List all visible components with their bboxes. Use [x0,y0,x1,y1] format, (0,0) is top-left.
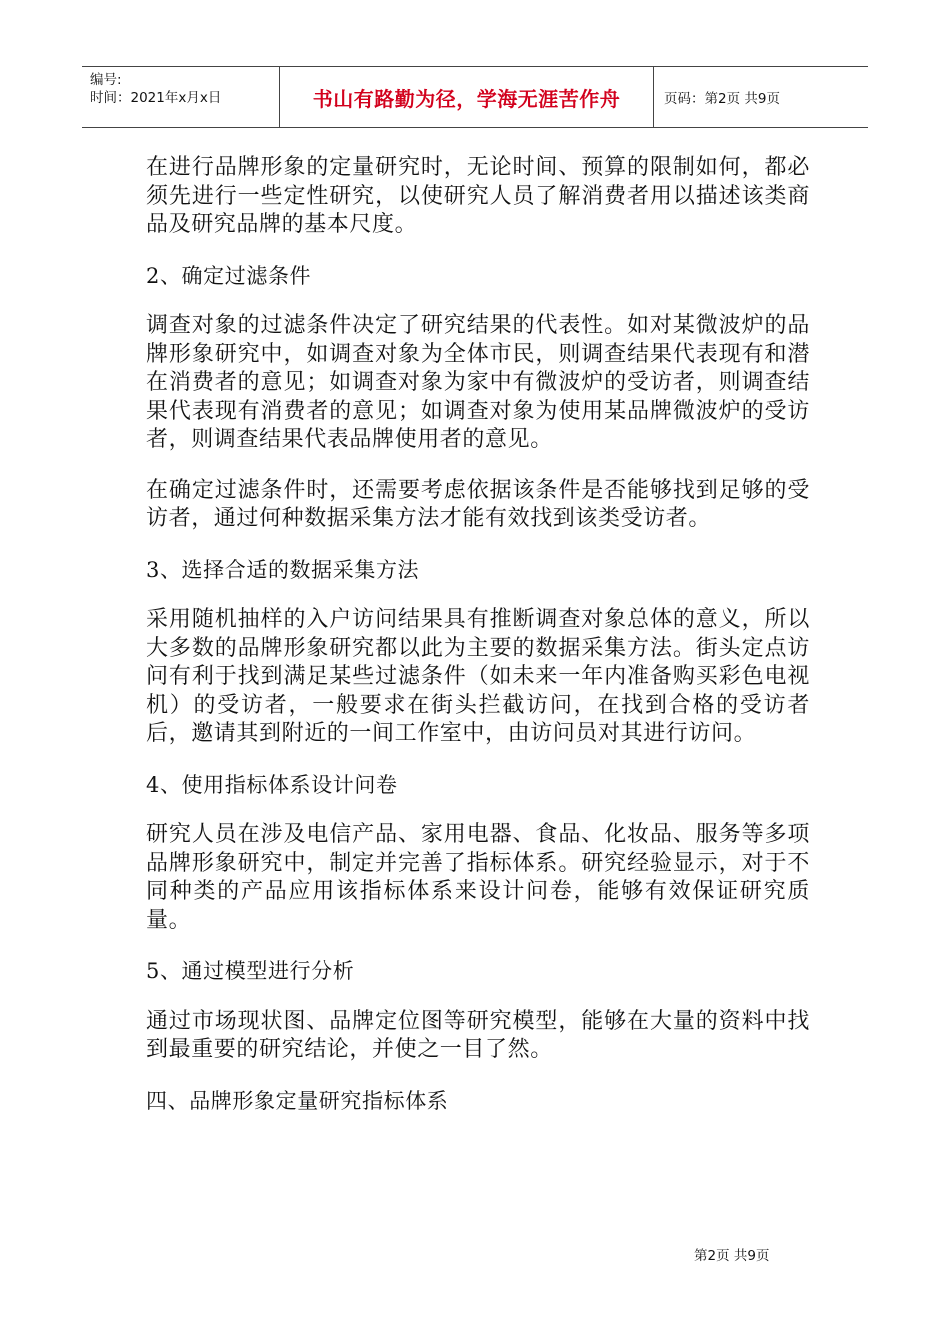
section-heading-model-analysis: 5、通过模型进行分析 [146,959,355,983]
header-meta [82,67,280,127]
section-heading-filter-conditions: 2、确定过滤条件 [146,263,312,288]
paragraph-qualitative-research: 在进行品牌形象的定量研究时，无论时间、预算的限制如何，都必须先进行一些定性研究，以使研究人员了解消费者用以描述该类商品及研究品牌的基本尺度。 [146,155,810,237]
section-heading-data-collection: 3、选择合适的数据采集方法 [146,557,420,582]
paragraph-model-analysis: 通过市场现状图、品牌定位图等研究模型，能够在大量的资料中找到最重要的研究结论，并使之一目了然。 [146,1008,810,1062]
paragraph-questionnaire: 研究人员在涉及电信产品、家用电器、食品、化妆品、服务等多项品牌形象研究中，制定并完善了指标体系。研究经验显示，对于不同种类的产品应用该指标体系来设计问卷，能够有效保证研究质量。 [146,822,810,933]
header-motto: 书山有路勤为径，学海无涯苦作舟 [280,67,654,127]
paragraph-filter-sample-size: 在确定过滤条件时，还需要考虑依据该条件是否能够找到足够的受访者，通过何种数据采集方法才能有效找到该类受访者。 [146,477,810,531]
section-heading-questionnaire: 4、使用指标体系设计问卷 [146,772,398,797]
page-header [82,66,868,128]
document-date-label: 时间：2021年x月x日 [90,90,222,106]
paragraph-filter-conditions: 调查对象的过滤条件决定了研究结果的代表性。如对某微波炉的品牌形象研究中，如调查对象为全体市民，则调查结果代表现有和潜在消费者的意见；如调查对象为家中有微波炉的受访者，则调查结果代表现有消费者的意见；如调查对象为使用某品牌微波炉的受访者，则调查结果代表品牌使用者的意见。 [146,313,810,452]
paragraph-data-collection: 采用随机抽样的入户访问结果具有推断调查对象总体的意义，所以大多数的品牌形象研究都以此为主要的数据采集方法。街头定点访问有利于找到满足某些过滤条件（如未来一年内准备购买彩色电视机）的受访者，一般要求在街头拦截访问，在找到合格的受访者后，邀请其到附近的一间工作室中，由访问员对其进行访问。 [146,607,810,746]
document-number-label: 编号: [90,72,122,88]
section-heading-index-system: 四、品牌形象定量研究指标体系 [146,1088,449,1113]
header-page-number: 页码：第2页 共9页 [664,91,780,107]
page-footer-number: 第2页 共9页 [694,1248,770,1264]
document-body [146,154,810,1137]
